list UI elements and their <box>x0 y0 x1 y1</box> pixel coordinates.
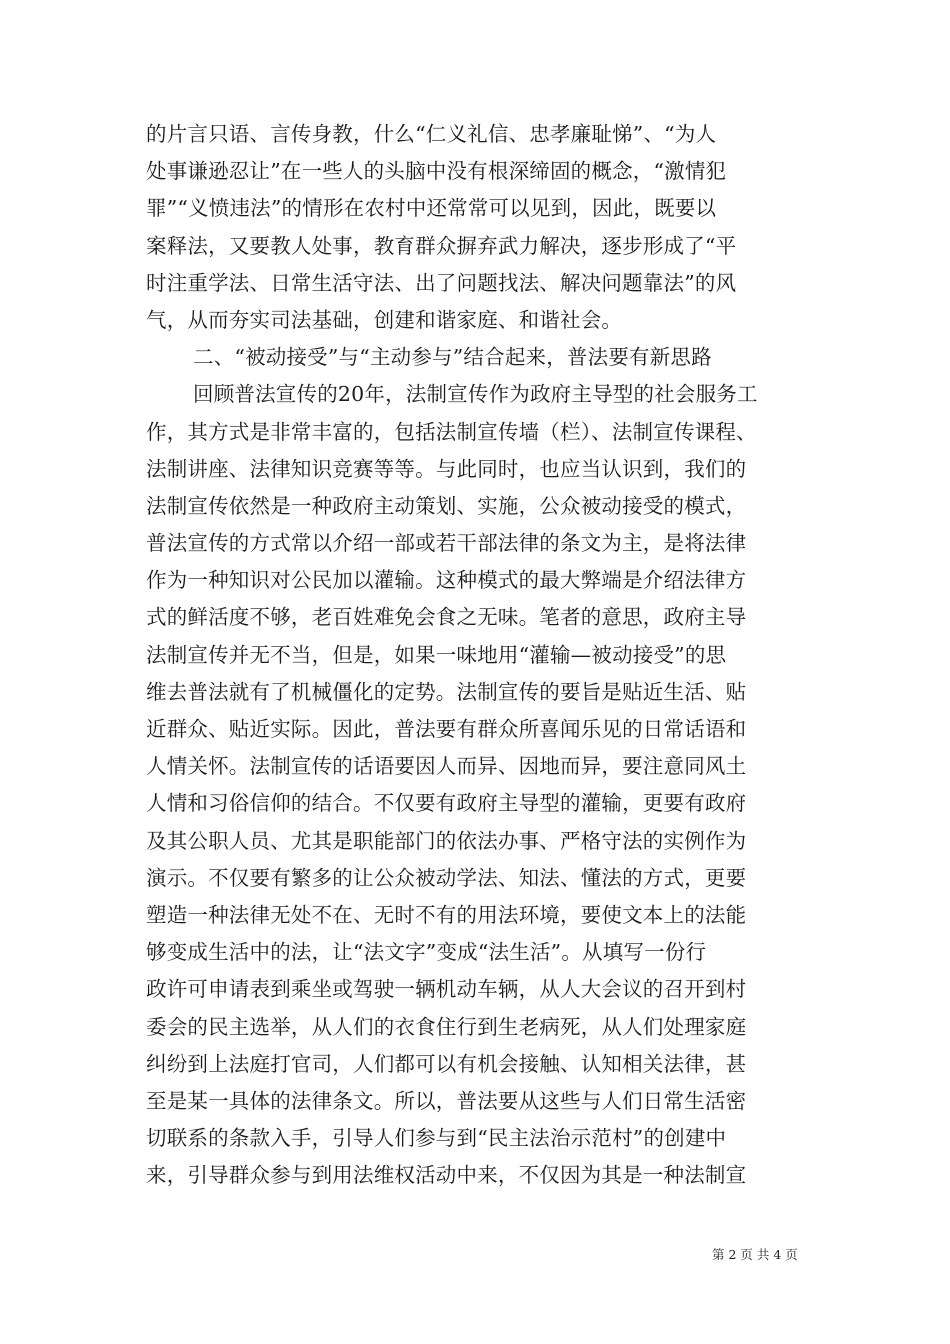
text-line: 时注重学法、日常生活守法、出了问题找法、解决问题靠法”的风 <box>146 270 737 295</box>
text-line: 人情关怀。法制宣传的话语要因人而异、因地而异，要注意同风土 <box>146 754 747 779</box>
body-text <box>146 116 816 1194</box>
text-line: 作为一种知识对公民加以灌输。这种模式的最大弊端是介绍法律方 <box>146 568 747 593</box>
text-line: 案释法，又要教人处事，教育群众摒弃武力解决，逐步形成了“平 <box>146 233 737 258</box>
text-line: 罪”“义愤违法”的情形在农村中还常常可以见到，因此，既要以 <box>146 196 717 221</box>
page-number-footer: 第 2 页 共 4 页 <box>712 1247 798 1262</box>
text-line: 气，从而夯实司法基础，创建和谐家庭、和谐社会。 <box>146 307 623 332</box>
text-line: 式的鲜活度不够，老百姓难免会食之无味。笔者的意思，政府主导 <box>146 605 747 630</box>
text-line: 及其公职人员、尤其是职能部门的依法办事、严格守法的实例作为 <box>146 828 747 853</box>
text-line: 委会的民主选举，从人们的衣食住行到生老病死，从人们处理家庭 <box>146 1014 747 1039</box>
text-line: 够变成生活中的法，让“法文字”变成“法生活”。从填写一份行 <box>146 940 707 965</box>
text-line: 至是某一具体的法律条文。所以，普法要从这些与人们日常生活密 <box>146 1088 747 1113</box>
text-line: 来，引导群众参与到用法维权活动中来，不仅因为其是一种法制宣 <box>146 1163 747 1188</box>
text-line: 塑造一种法律无处不在、无时不有的用法环境，要使文本上的法能 <box>146 902 747 927</box>
text-line: 的片言只语、言传身教，什么“仁义礼信、忠孝廉耻悌”、“为人 <box>146 122 717 146</box>
paragraph-first-line: 回顾普法宣传的20年，法制宣传作为政府主导型的社会服务工 <box>193 382 758 407</box>
text-line: 演示。不仅要有繁多的让公众被动学法、知法、懂法的方式，更要 <box>146 865 747 890</box>
text-line: 法制宣传依然是一种政府主动策划、实施，公众被动接受的模式， <box>146 493 747 518</box>
text-line: 处事谦逊忍让”在一些人的头脑中没有根深缔固的概念，“激情犯 <box>146 159 727 184</box>
text-line: 切联系的条款入手，引导人们参与到“民主法治示范村”的创建中 <box>146 1126 727 1151</box>
section-heading: 二、“被动接受”与“主动参与”结合起来，普法要有新思路 <box>193 345 712 370</box>
text-line: 政许可申请表到乘坐或驾驶一辆机动车辆，从人大会议的召开到村 <box>146 977 747 1002</box>
text-line: 作，其方式是非常丰富的，包括法制宣传墙（栏）、法制宣传课程、 <box>146 419 757 444</box>
text-line: 普法宣传的方式常以介绍一部或若干部法律的条文为主，是将法律 <box>146 531 747 556</box>
text-line: 纠纷到上法庭打官司，人们都可以有机会接触、认知相关法律，甚 <box>146 1051 747 1076</box>
text-line: 维去普法就有了机械僵化的定势。法制宣传的要旨是贴近生活、贴 <box>146 679 747 704</box>
text-line: 法制讲座、法律知识竞赛等等。与此同时，也应当认识到，我们的 <box>146 456 747 481</box>
text-line: 法制宣传并无不当，但是，如果一味地用“灌输—被动接受”的思 <box>146 642 727 667</box>
text-line: 近群众、贴近实际。因此，普法要有群众所喜闻乐见的日常话语和 <box>146 717 747 741</box>
text-line: 人情和习俗信仰的结合。不仅要有政府主导型的灌输，更要有政府 <box>146 791 747 816</box>
